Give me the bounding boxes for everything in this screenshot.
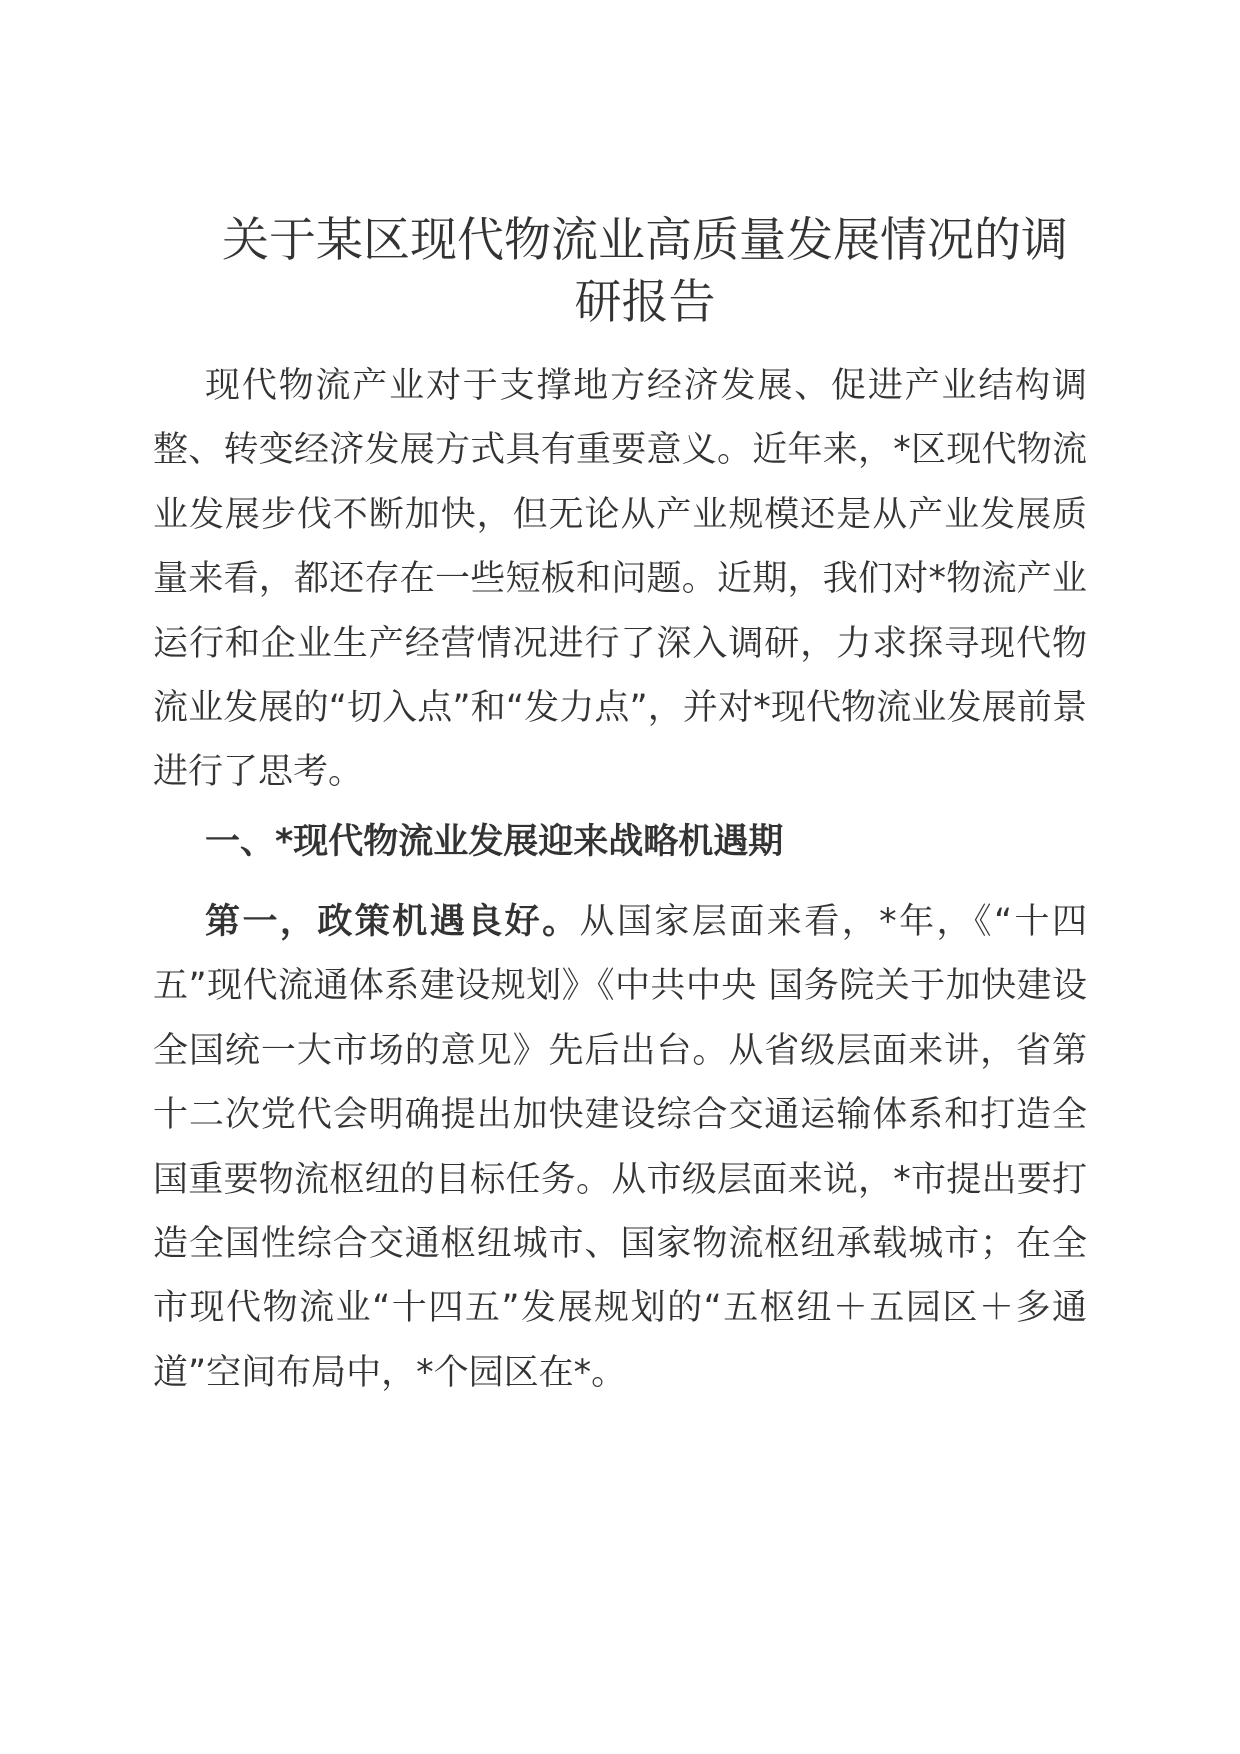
document-title: 关于某区现代物流业高质量发展情况的调研报告 — [222, 213, 1068, 330]
section-heading-1: 一、*现代物流业发展迎来战略机遇期 — [205, 822, 784, 862]
paragraph-lead: 第一，政策机遇良好。 — [205, 902, 580, 942]
section-1-paragraph-1 — [153, 890, 1087, 1405]
intro-paragraph: 现代物流产业对于支撑地方经济发展、促进产业结构调整、转变经济发展方式具有重要意义。近年来，*区现代物流业发展步伐不断加快，但无论从产业规模还是从产业发展质量来看，都还存在一些短板和问题。近期，我们对*物流产业运行和企业生产经营情况进行了深入调研，力求探寻现代物流业发展的“切入点”和“发力点”，并对*现代物流业发展前景进行了思考。 — [153, 366, 1087, 793]
paragraph-body: 从国家层面来看，*年，《“十四五”现代流通体系建设规划》《中共中央 国务院关于加快建设全国统一大市场的意见》先后出台。从省级层面来讲，省第十二次党代会明确提出加快建设综合交通运输体系和打造全国重要物流枢纽的目标任务。从市级层面来说，*市提出要打造全国性综合交通枢纽城市、国家物流枢纽承载城市；在全市现代物流业“十四五”发展规划的“五枢纽＋五园区＋多通道”空间布局中，*个园区在*。 — [153, 902, 1087, 1393]
